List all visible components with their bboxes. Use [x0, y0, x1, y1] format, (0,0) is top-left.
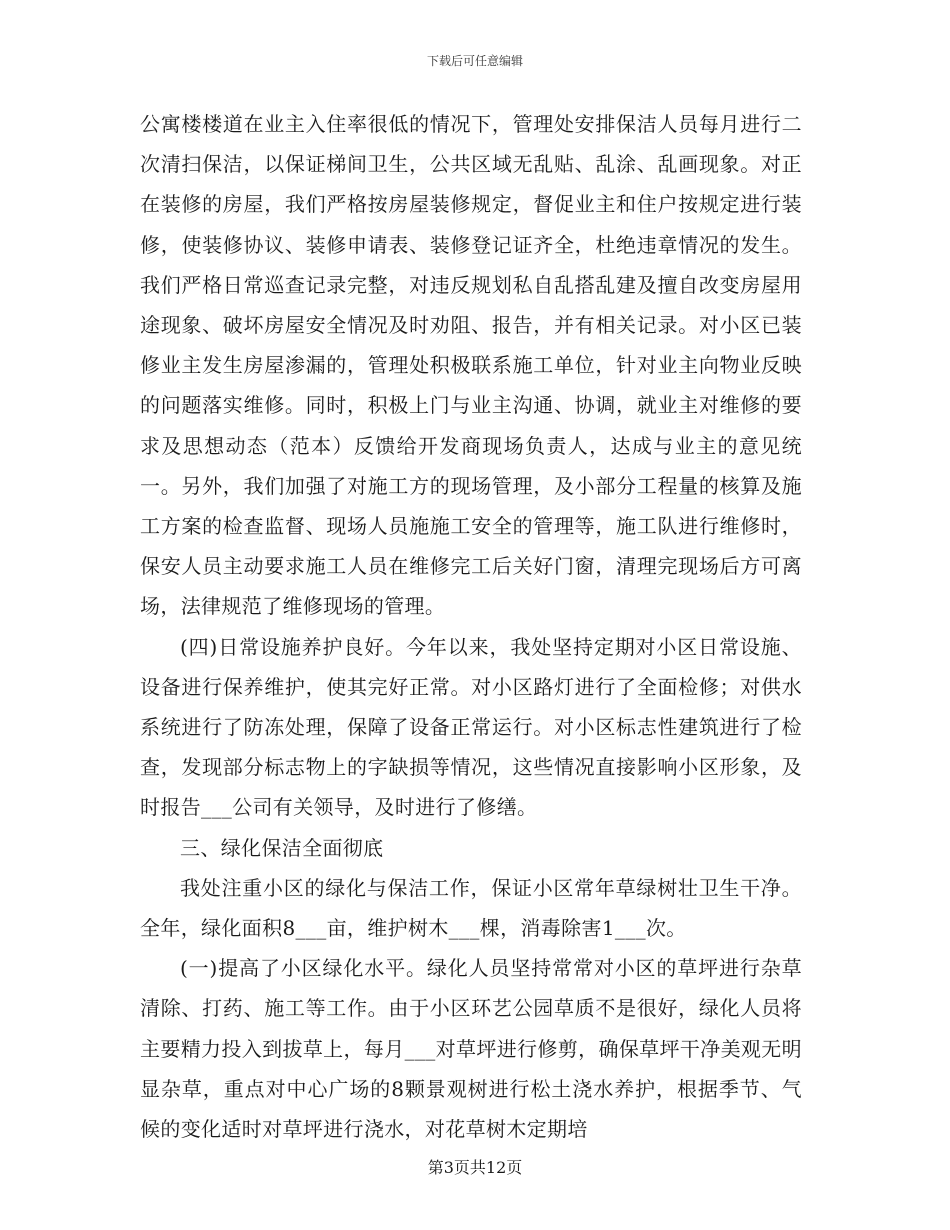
page-number: 第3页共12页: [427, 1158, 523, 1177]
paragraph-property-maintenance: 公寓楼楼道在业主入住率很低的情况下，管理处安排保洁人员每月进行二次清扫保洁，以保证梯间卫生，公共区域无乱贴、乱涂、乱画现象。对正在装修的房屋，我们严格按房屋装修规定，督促业主和住户按规定进行装修，使装修协议、装修申请表、装修登记证齐全，杜绝违章情况的发生。我们严格日常巡查记录完整，对违反规划私自乱搭乱建及擅自改变房屋用途现象、破坏房屋安全情况及时劝阻、报告，并有相关记录。对小区已装修业主发生房屋渗漏的，管理处积极联系施工单位，针对业主向物业反映的问题落实维修。同时，积极上门与业主沟通、协调，就业主对维修的要求及思想动态（范本）反馈给开发商现场负责人，达成与业主的意见统一。另外，我们加强了对施工方的现场管理，及小部分工程量的核算及施工方案的检查监督、现场人员施施工安全的管理等，施工队进行维修时，保安人员主动要求施工人员在维修完工后关好门窗，清理完现场后方可离场，法律规范了维修现场的管理。: [140, 112, 802, 619]
document-body: [140, 104, 802, 1149]
paragraph-facility-upkeep: (四)日常设施养护良好。今年以来，我处坚持定期对小区日常设施、设备进行保养维护，使其完好正常。对小区路灯进行了全面检修；对供水系统进行了防冻处理，保障了设备正常运行。对小区标志性建筑进行了检查，发现部分标志物上的字缺损等情况，这些情况直接影响小区形象，及时报告___公司有关领导，及时进行了修缮。: [140, 634, 802, 820]
section-heading-greening: 三、绿化保洁全面彻底: [180, 835, 384, 860]
paragraph-greening-level: (一)提高了小区绿化水平。绿化人员坚持常常对小区的草坪进行杂草清除、打药、施工等工作。由于小区环艺公园草质不是很好，绿化人员将主要精力投入到拔草上，每月___对草坪进行修剪，确保草坪干净美观无明显杂草，重点对中心广场的8颗景观树进行松土浇水养护，根据季节、气候的变化适时对草坪进行浇水，对花草树木定期培: [140, 956, 802, 1142]
paragraph-greening-summary: 我处注重小区的绿化与保洁工作，保证小区常年草绿树壮卫生干净。全年，绿化面积8___亩，维护树木___棵，消毒除害1___次。: [140, 875, 802, 941]
page-header-note: 下载后可任意编辑: [426, 54, 523, 68]
